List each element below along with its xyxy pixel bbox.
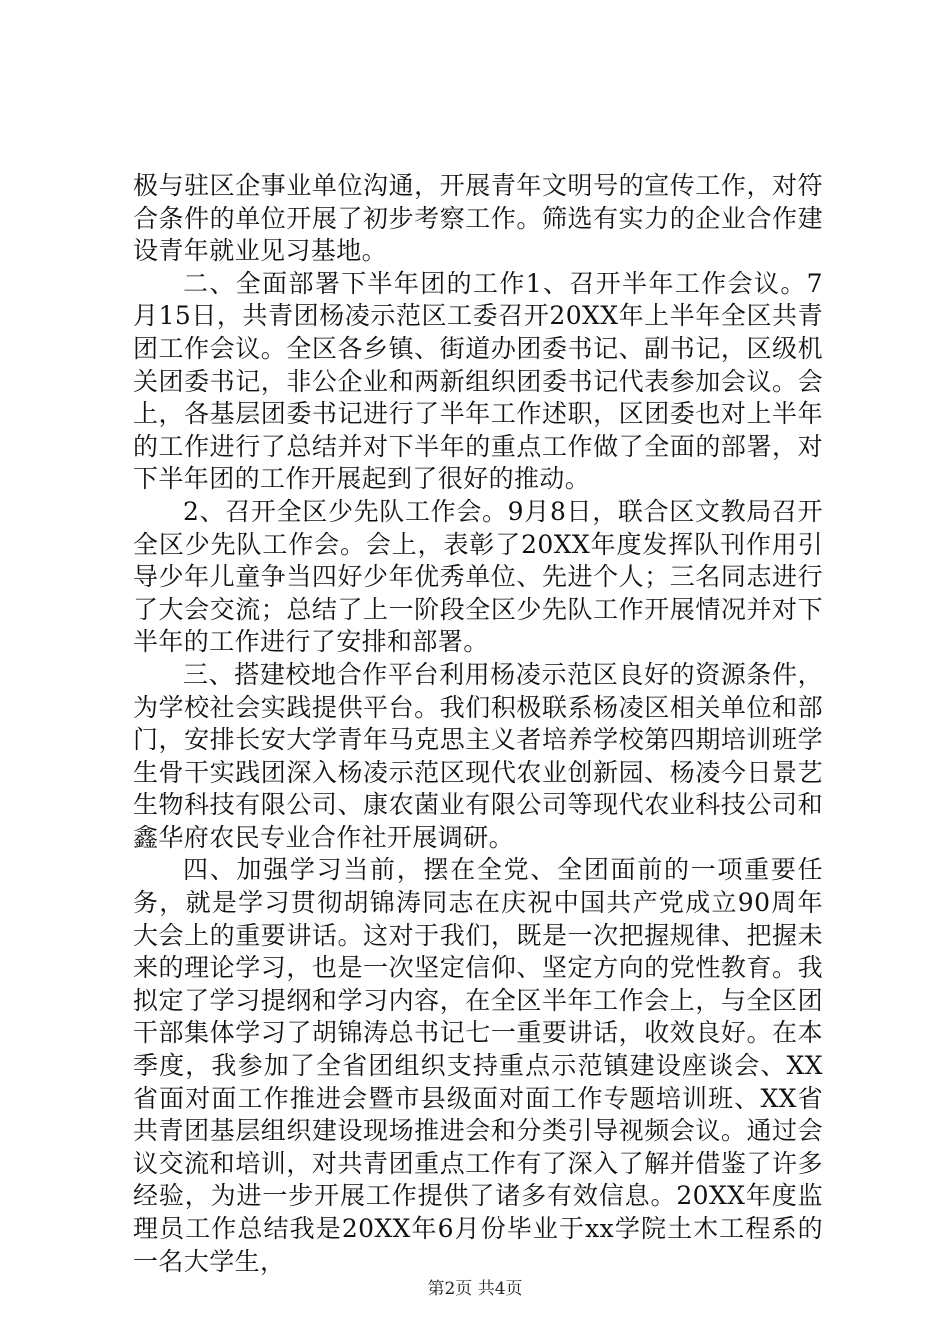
paragraph-section-four: 四、加强学习当前，摆在全党、全团面前的一项重要任务，就是学习贯彻胡锦涛同志在庆祝中国共产党成立90周年大会上的重要讲话。这对于我们，既是一次把握规律、把握未来的理论学习，也是一次坚定信仰、坚定方向的党性教育。我拟定了学习提纲和学习内容，在全区半年工作会上，与全区团干部集体学习了胡锦涛总书记七一重要讲话，收效良好。在本季度，我参加了全省团组织支持重点示范镇建设座谈会、XX省面对面工作推进会暨市县级面对面工作专题培训班、XX省共青团基层组织建设现场推进会和分类引导视频会议。通过会议交流和培训，对共青团重点工作有了深入了解并借鉴了许多经验，为进一步开展工作提供了诸多有效信息。20XX年度监理员工作总结我是20XX年6月份毕业于xx学院土木工程系的一名大学生，	[133, 855, 823, 1276]
paragraph-section-three: 三、搭建校地合作平台利用杨凌示范区良好的资源条件，为学校社会实践提供平台。我们积极联系杨凌区相关单位和部门，安排长安大学青年马克思主义者培养学校第四期培训班学生骨干实践团深入杨凌示范区现代农业创新园、杨凌今日景艺生物科技有限公司、康农菌业有限公司等现代农业科技公司和鑫华府农民专业合作社开展调研。	[133, 659, 823, 852]
document-body	[133, 170, 823, 1278]
page-number-footer: 第2页 共4页	[427, 1279, 523, 1299]
paragraph-young-pioneers: 2、召开全区少先队工作会。9月8日，联合区文教局召开全区少先队工作会。会上，表彰了20XX年度发挥队刊作用引导少年儿童争当四好少年优秀单位、先进个人；三名同志进行了大会交流；总结了上一阶段全区少先队工作开展情况并对下半年的工作进行了安排和部署。	[133, 496, 823, 657]
paragraph-section-two: 二、全面部署下半年团的工作1、召开半年工作会议。7月15日，共青团杨凌示范区工委召开20XX年上半年全区共青团工作会议。全区各乡镇、街道办团委书记、副书记，区级机关团委书记，非公企业和两新组织团委书记代表参加会议。会上，各基层团委书记进行了半年工作述职，区团委也对上半年的工作进行了总结并对下半年的重点工作做了全面的部署，对下半年团的工作开展起到了很好的推动。	[133, 268, 823, 494]
paragraph-continuation: 极与驻区企事业单位沟通，开展青年文明号的宣传工作，对符合条件的单位开展了初步考察工作。筛选有实力的企业合作建设青年就业见习基地。	[133, 171, 823, 266]
